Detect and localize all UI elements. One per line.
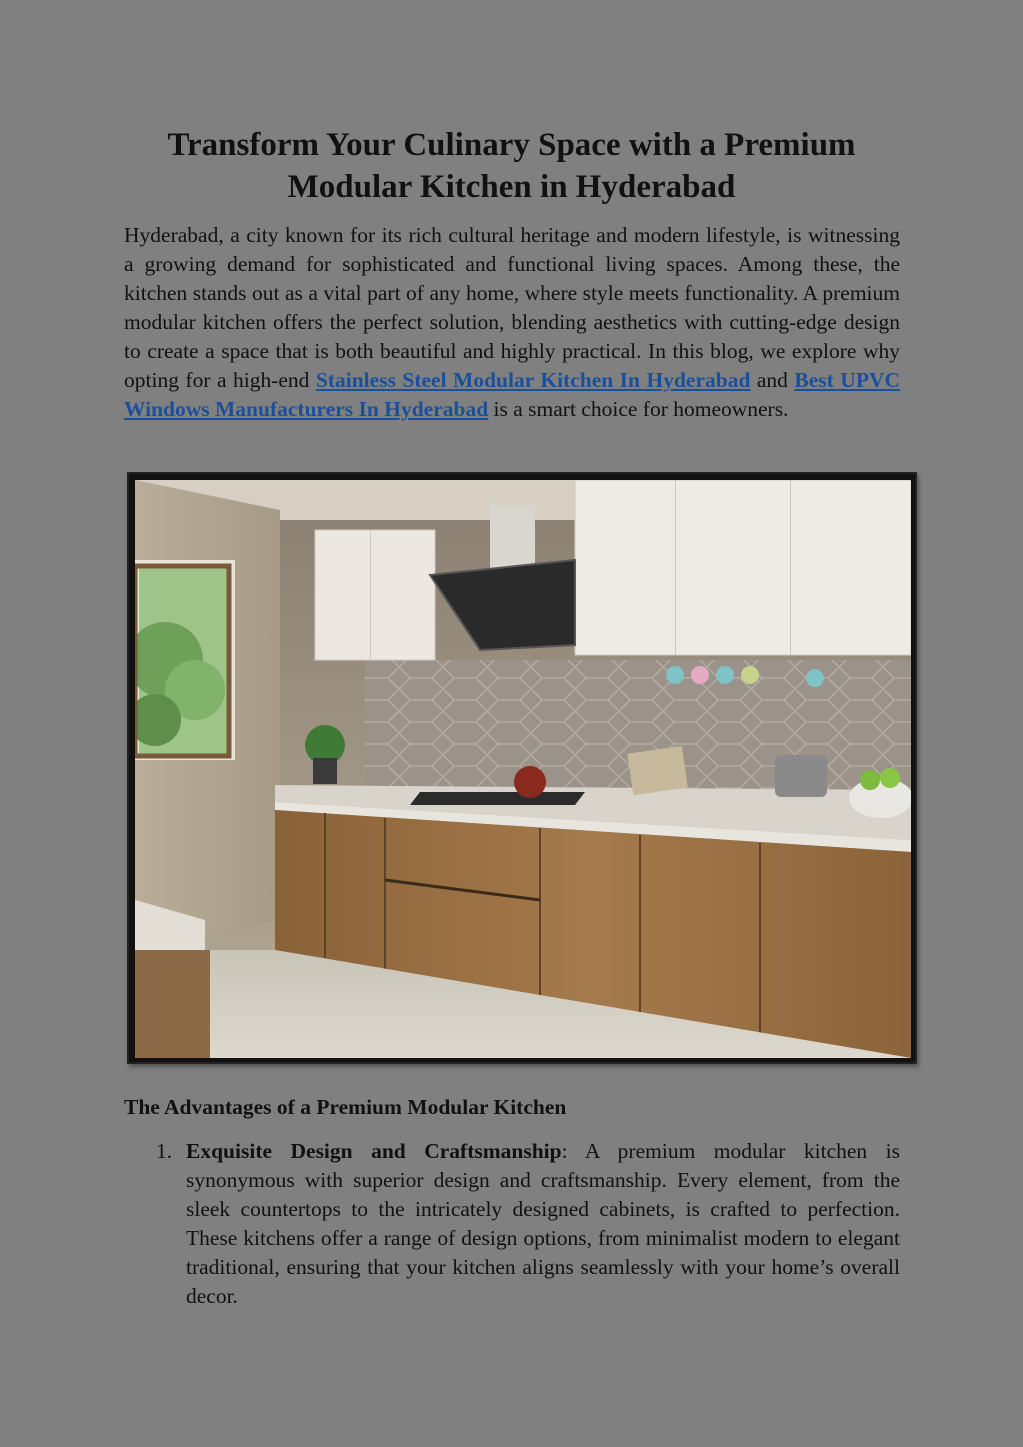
intro-text-between: and bbox=[750, 368, 795, 392]
page-title: Transform Your Culinary Space with a Premium Modular Kitchen in Hyderabad bbox=[167, 127, 856, 205]
list-item-text bbox=[186, 1137, 900, 1311]
kitchen-illustration bbox=[135, 480, 911, 1058]
intro-paragraph bbox=[124, 221, 900, 424]
list-item-number: 1. bbox=[156, 1139, 173, 1163]
intro-text-before: Hyderabad, a city known for its rich cultural heritage and modern lifestyle, is witnessing a growing demand for sophisticated and functional living spaces. Among these, the kitchen stands out as a vital part of any home, where style meets functionality. A premium modular kitchen offers the perfect solution, blending aesthetics with cutting-edge design to create a space that is both beautiful and highly practical. In this blog, we explore why opting for a high-end bbox=[124, 223, 900, 392]
kitchen-photo bbox=[127, 472, 917, 1064]
stainless-steel-kitchen-link[interactable]: Stainless Steel Modular Kitchen In Hyderabad bbox=[315, 368, 751, 392]
upvc-windows-link[interactable]: Best UPVC Windows Manufacturers In Hyderabad bbox=[124, 368, 901, 421]
list-item-label: Exquisite Design and Craftsmanship bbox=[186, 1139, 562, 1163]
list-item-body: : A premium modular kitchen is synonymous with superior design and craftsmanship. Every element, from the sleek countertops to the intricately designed cabinets, is crafted to perfection. These kitchens offer a range of design options, from minimalist modern to elegant traditional, ensuring that your kitchen aligns seamlessly with your home’s overall decor. bbox=[186, 1139, 900, 1308]
intro-text-after: is a smart choice for homeowners. bbox=[488, 397, 789, 421]
section-heading: The Advantages of a Premium Modular Kitchen bbox=[124, 1095, 567, 1119]
